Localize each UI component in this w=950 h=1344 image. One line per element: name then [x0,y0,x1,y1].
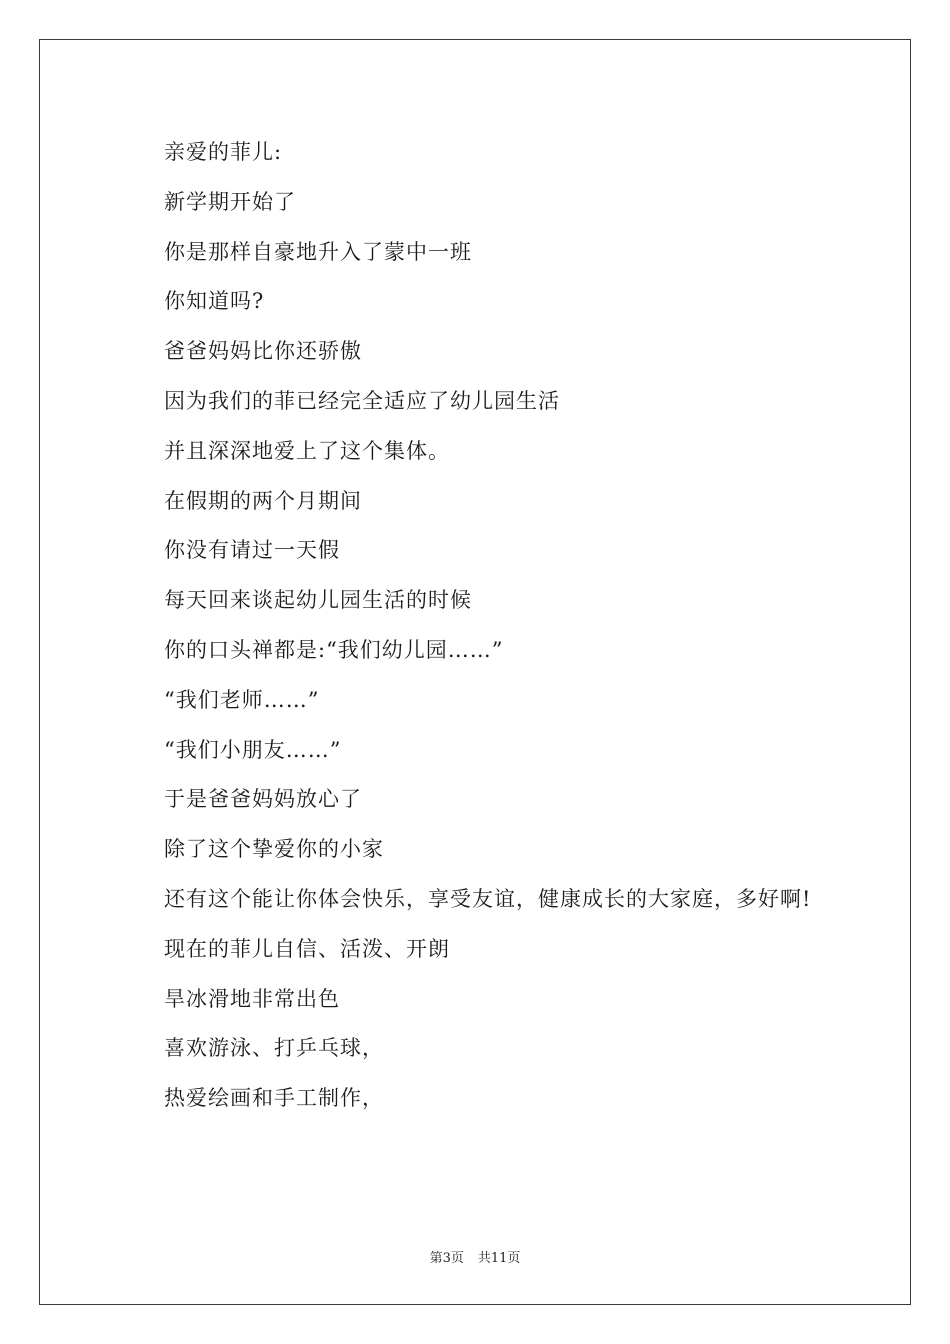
text-line: 热爱绘画和手工制作， [164,1086,384,1111]
text-line: 在假期的两个月期间 [164,488,362,513]
document-body [116,128,836,1124]
text-line: 爸爸妈妈比你还骄傲 [164,339,362,364]
text-line: 喜欢游泳、打乒乓球， [164,1036,384,1061]
text-line: 你没有请过一天假 [164,538,340,563]
text-line: 你知道吗? [164,289,265,314]
text-line: 你是那样自豪地升入了蒙中一班 [164,239,472,264]
text-line: 于是爸爸妈妈放心了 [164,787,362,812]
text-line: 旱冰滑地非常出色 [164,986,340,1011]
text-line: 亲爱的菲儿: [164,140,283,164]
text-line: 除了这个挚爱你的小家 [164,837,384,862]
page-footer [0,1247,950,1266]
text-line: 因为我们的菲已经完全适应了幼儿园生活 [164,388,560,413]
text-line: “我们老师……” [164,687,320,712]
page-total: 共11页 [477,1251,521,1266]
page-number: 第3页 [429,1251,464,1266]
text-line: 每天回来谈起幼儿园生活的时候 [164,588,472,613]
text-line: 并且深深地爱上了这个集体。 [164,438,450,463]
text-line: “我们小朋友……” [164,737,342,762]
text-line: 你的口头禅都是:“我们幼儿园……” [164,637,504,662]
text-line: 新学期开始了 [164,189,296,214]
long-paragraph: 还有这个能让你体会快乐，享受友谊，健康成长的大家庭，多好啊! [164,886,812,911]
text-line: 现在的菲儿自信、活泼、开朗 [164,936,450,961]
